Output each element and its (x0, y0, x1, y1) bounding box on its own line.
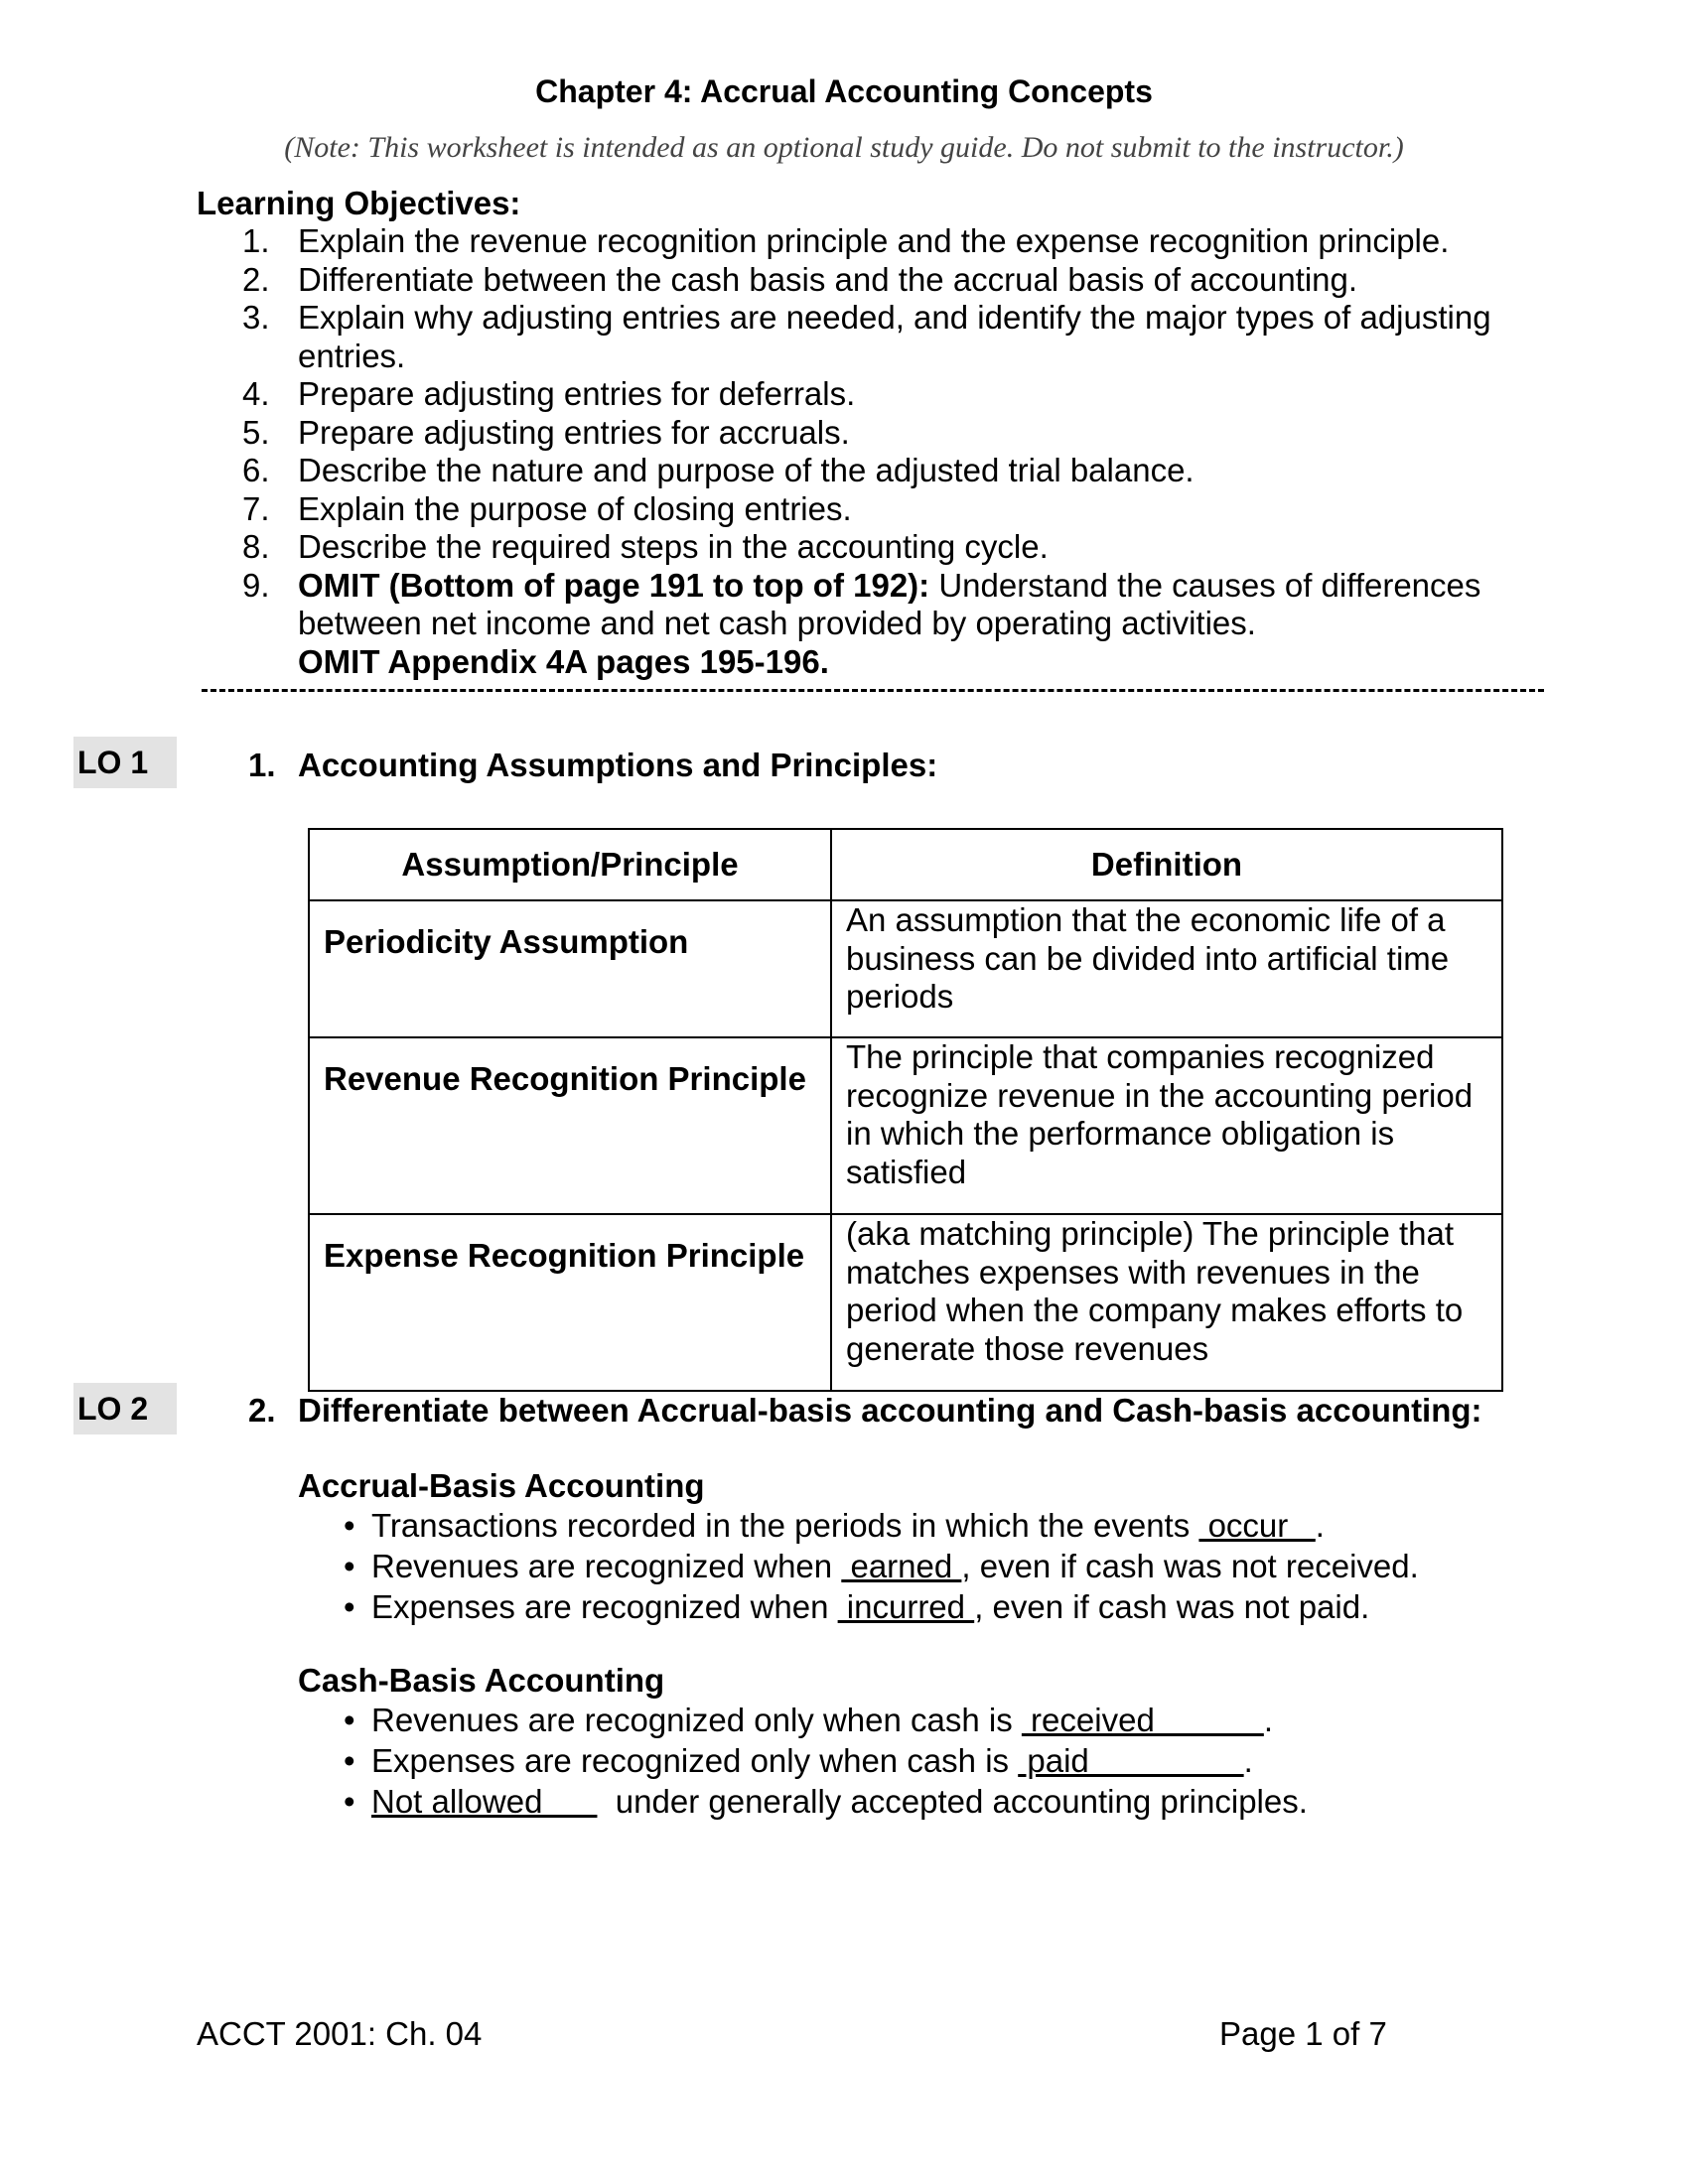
section-heading: 1. Accounting Assumptions and Principles: (248, 747, 938, 783)
definition-cell: The principle that companies recognized recognize revenue in the accounting period in which the performance obligation is satisfied (831, 1037, 1502, 1214)
objective-item: 8. Describe the required steps in the accounting cycle. (242, 528, 1049, 565)
lo-badge: LO 2 (73, 1383, 177, 1434)
objective-item: 5. Prepare adjusting entries for accruals. (242, 413, 850, 451)
page-note: (Note: This worksheet is intended as an optional study guide. Do not submit to the instructor.) (284, 131, 1404, 164)
list-item: • Not allowed under generally accepted accounting principles. (342, 1783, 1308, 1824)
list-item: • Revenues are recognized when earned , even if cash was not received. (342, 1548, 1419, 1588)
footer-page-number: Page 1 of 7 (1219, 2015, 1387, 2052)
list-item: • Transactions recorded in the periods in which the events occur . (342, 1507, 1419, 1548)
section-divider (202, 689, 1544, 692)
cash-basis-list (342, 1702, 1308, 1824)
objective-item: 2. Differentiate between the cash basis and the accrual basis of accounting. (242, 260, 1358, 298)
accrual-basis-heading: Accrual-Basis Accounting (298, 1467, 705, 1504)
objective-item: 6. Describe the nature and purpose of the adjusted trial balance. (242, 452, 1195, 488)
assumptions-principles-table (308, 828, 1503, 1392)
learning-objectives-heading: Learning Objectives: (197, 185, 521, 221)
objective-item: 3. Explain why adjusting entries are needed, and identify the major types of adjusting entries. (242, 299, 1491, 374)
fill-in-blank: received (1021, 1702, 1264, 1738)
objective-item: 1. Explain the revenue recognition principle and the expense recognition principle. (242, 222, 1450, 259)
table-row (309, 1214, 1502, 1391)
fill-in-blank: occur (1198, 1507, 1316, 1544)
section-heading: 2. Differentiate between Accrual-basis accounting and Cash-basis accounting: (248, 1392, 1482, 1429)
definition-cell: An assumption that the economic life of a business can be divided into artificial time periods (831, 900, 1502, 1037)
column-header: Assumption/Principle (309, 829, 831, 900)
objective-item: 7. Explain the purpose of closing entries. (242, 489, 852, 527)
objective-item: 9. OMIT (Bottom of page 191 to top of 192): Understand the causes of differences between net income and net cash provided by operating activities. OMIT Appendix 4A pages 195-196. (242, 567, 1533, 682)
fill-in-blank: paid (1018, 1742, 1244, 1779)
objective-item: 4. Prepare adjusting entries for deferrals. (242, 375, 856, 412)
fill-in-blank: incurred (837, 1588, 975, 1625)
omit-appendix-note: OMIT Appendix 4A pages 195-196. (298, 642, 829, 680)
lo-badge: LO 1 (73, 737, 177, 788)
learning-objectives-list (242, 222, 1533, 681)
definition-cell: (aka matching principle) The principle that matches expenses with revenues in the period when the company makes efforts to generate those revenues (831, 1214, 1502, 1391)
term-cell: Expense Recognition Principle (309, 1214, 831, 1391)
term-cell: Revenue Recognition Principle (309, 1037, 831, 1214)
footer-course: ACCT 2001: Ch. 04 (197, 2015, 483, 2052)
table-row (309, 900, 1502, 1037)
list-item: • Expenses are recognized only when cash is paid . (342, 1742, 1308, 1783)
column-header: Definition (831, 829, 1502, 900)
table-row (309, 1037, 1502, 1214)
fill-in-blank: earned (841, 1548, 962, 1584)
term-cell: Periodicity Assumption (309, 900, 831, 1037)
list-item: • Expenses are recognized when incurred , even if cash was not paid. (342, 1588, 1419, 1629)
table-header-row (309, 829, 1502, 900)
cash-basis-heading: Cash-Basis Accounting (298, 1662, 665, 1699)
fill-in-blank: Not allowed (371, 1783, 598, 1820)
page-title: Chapter 4: Accrual Accounting Concepts (535, 73, 1153, 109)
list-item: • Revenues are recognized only when cash is received . (342, 1702, 1308, 1742)
accrual-basis-list (342, 1507, 1419, 1629)
